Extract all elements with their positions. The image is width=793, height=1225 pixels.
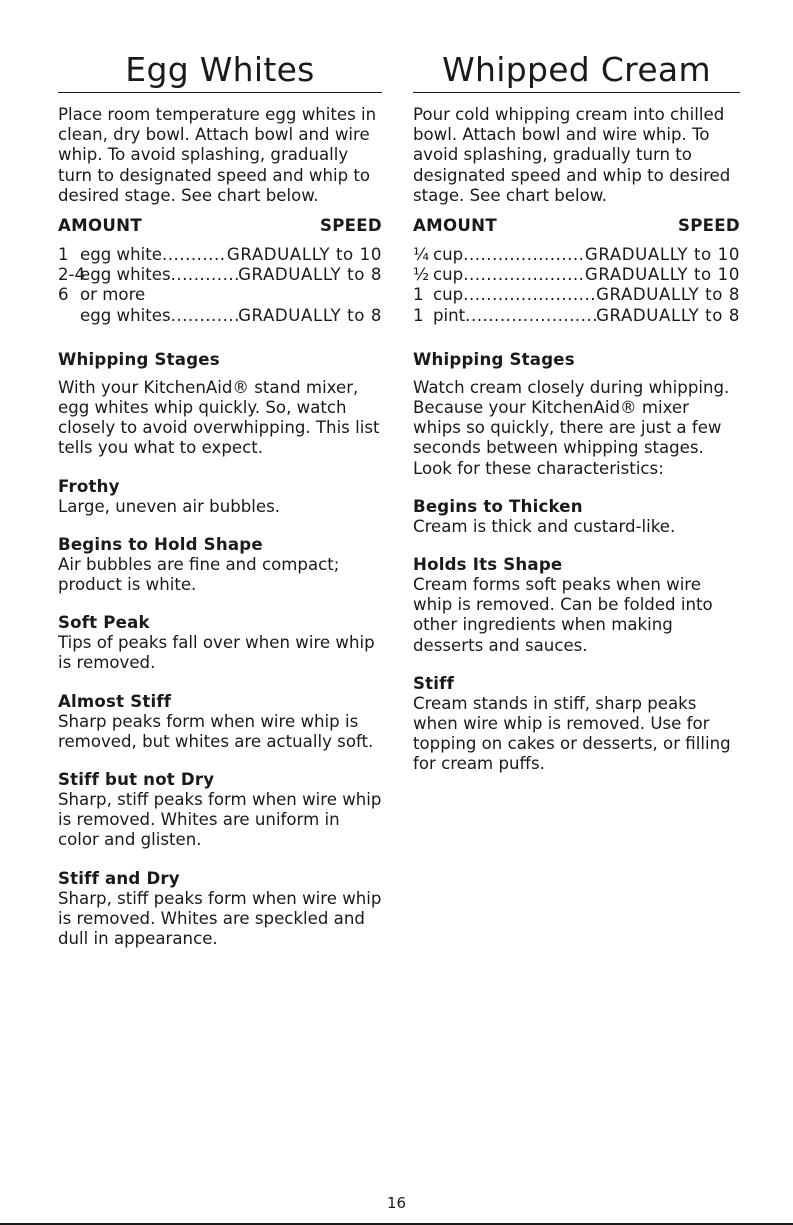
chart-speed: GRADUALLY to 8 bbox=[238, 305, 382, 325]
whipped-cream-chart-header bbox=[413, 216, 740, 236]
whipped-cream-section bbox=[413, 50, 740, 775]
chart-row bbox=[58, 285, 382, 305]
stage-text: Air bubbles are fine and compact; product is white. bbox=[58, 554, 340, 595]
stage-name: Soft Peak bbox=[58, 613, 150, 633]
chart-row bbox=[58, 265, 382, 285]
stage-item bbox=[58, 770, 382, 851]
stage-text: Sharp, stiff peaks form when wire whip is removed. Whites are speckled and dull in appearance. bbox=[58, 888, 382, 949]
chart-qty: 6 bbox=[58, 285, 69, 305]
stage-item bbox=[58, 477, 382, 517]
stage-name: Begins to Thicken bbox=[413, 496, 583, 516]
speed-label: SPEED bbox=[319, 216, 382, 236]
egg-whites-intro: Place room temperature egg whites in clean, dry bowl. Attach bowl and wire whip. To avoid splashing, gradually turn to designated speed and whip to desired stage. See chart below. bbox=[58, 105, 377, 205]
stage-item bbox=[413, 497, 740, 537]
stage-item bbox=[413, 674, 740, 775]
whipping-stages-intro: Watch cream closely during whipping. Because your KitchenAid® mixer whips so quickly, there are just a few seconds between whipping stages. Look for these characteristics: bbox=[413, 377, 730, 478]
whipped-cream-intro: Pour cold whipping cream into chilled bowl. Attach bowl and wire whip. To avoid splashing, gradually turn to designated speed and whip to desired stage. See chart below. bbox=[413, 105, 731, 205]
whipping-stages-title: Whipping Stages bbox=[58, 349, 220, 369]
chart-speed: GRADUALLY to 10 bbox=[584, 245, 740, 265]
chart-leader bbox=[171, 265, 238, 285]
chart-desc: cup bbox=[433, 265, 464, 285]
chart-leader bbox=[171, 306, 238, 326]
stage-text: Tips of peaks fall over when wire whip is removed. bbox=[58, 633, 375, 673]
chart-row bbox=[413, 306, 740, 326]
chart-row bbox=[413, 285, 740, 305]
whipping-stages-intro: With your KitchenAid® stand mixer, egg whites whip quickly. So, watch closely to avoid overwhipping. This list tells you what to expect. bbox=[58, 377, 380, 458]
chart-row bbox=[413, 245, 740, 265]
stage-name: Begins to Hold Shape bbox=[58, 534, 263, 554]
egg-whites-chart bbox=[58, 245, 382, 326]
stage-item bbox=[58, 692, 382, 752]
chart-qty: ½ bbox=[413, 265, 430, 285]
chart-row bbox=[58, 245, 382, 265]
chart-speed: GRADUALLY to 10 bbox=[226, 245, 382, 265]
chart-speed: GRADUALLY to 8 bbox=[596, 305, 740, 325]
chart-qty: 1 bbox=[58, 245, 69, 265]
stage-text: Sharp, stiff peaks form when wire whip is removed. Whites are uniform in color and glisten. bbox=[58, 790, 382, 850]
chart-leader bbox=[463, 265, 585, 285]
amount-label: AMOUNT bbox=[413, 216, 497, 236]
whipping-stages-title: Whipping Stages bbox=[413, 349, 575, 369]
stage-item bbox=[413, 555, 740, 656]
chart-desc: cup bbox=[433, 245, 464, 265]
stage-name: Frothy bbox=[58, 476, 120, 496]
chart-desc: egg white bbox=[80, 245, 162, 265]
chart-qty: 1 bbox=[413, 305, 424, 325]
chart-desc: or more bbox=[80, 285, 146, 305]
whipped-cream-chart bbox=[413, 245, 740, 326]
chart-row bbox=[413, 265, 740, 285]
stage-name: Stiff and Dry bbox=[58, 868, 180, 888]
stage-item bbox=[58, 535, 382, 595]
chart-qty: ¼ bbox=[413, 245, 430, 265]
chart-speed: GRADUALLY to 10 bbox=[584, 265, 740, 285]
chart-desc: egg whites bbox=[80, 305, 171, 325]
stage-text: Large, uneven air bubbles. bbox=[58, 496, 281, 516]
chart-desc: pint bbox=[433, 305, 466, 325]
stage-text: Cream forms soft peaks when wire whip is removed. Can be folded into other ingredients when making desserts and sauces. bbox=[413, 575, 713, 655]
chart-leader bbox=[162, 245, 227, 265]
stage-item bbox=[58, 869, 382, 950]
egg-whites-section bbox=[58, 50, 382, 949]
chart-row bbox=[58, 306, 382, 326]
amount-label: AMOUNT bbox=[58, 216, 142, 236]
egg-whites-chart-header bbox=[58, 216, 382, 236]
chart-leader bbox=[463, 285, 596, 305]
chart-desc: egg whites bbox=[80, 265, 171, 285]
stage-name: Stiff bbox=[413, 673, 455, 693]
stage-text: Cream stands in stiff, sharp peaks when wire whip is removed. Use for topping on cakes or desserts, or filling for cream puffs. bbox=[413, 693, 731, 774]
chart-speed: GRADUALLY to 8 bbox=[238, 265, 382, 285]
chart-desc: cup bbox=[433, 285, 464, 305]
stage-name: Stiff but not Dry bbox=[58, 770, 215, 790]
stage-text: Sharp peaks form when wire whip is removed, but whites are actually soft. bbox=[58, 711, 374, 751]
chart-leader bbox=[463, 245, 585, 265]
chart-speed: GRADUALLY to 8 bbox=[596, 285, 740, 305]
egg-whites-title: Egg Whites bbox=[58, 50, 382, 93]
chart-qty: 2-4 bbox=[58, 265, 86, 285]
page-number: 16 bbox=[386, 1194, 407, 1212]
whipped-cream-title: Whipped Cream bbox=[413, 50, 740, 93]
speed-label: SPEED bbox=[677, 216, 740, 236]
stage-name: Holds Its Shape bbox=[413, 555, 563, 575]
stage-name: Almost Stiff bbox=[58, 691, 172, 711]
stage-text: Cream is thick and custard-like. bbox=[413, 516, 676, 536]
chart-leader bbox=[465, 306, 596, 326]
chart-qty: 1 bbox=[413, 285, 424, 305]
stage-item bbox=[58, 613, 382, 673]
